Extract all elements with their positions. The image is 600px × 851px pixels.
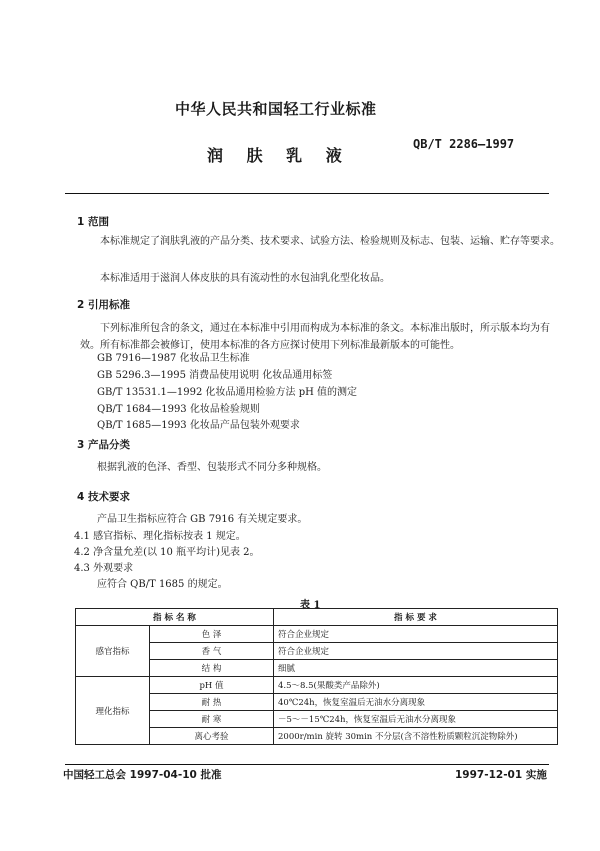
group-physchem: 理化指标: [76, 677, 150, 745]
clause-4-2: 4.2 净含量允差(以 10 瓶平均计)见表 2。: [74, 547, 260, 558]
indicator-name: 香 气: [150, 643, 274, 660]
indicator-requirement: 符合企业规定: [274, 643, 558, 660]
indicator-name: 离心考验: [150, 728, 274, 745]
document-title: 润 肤 乳 液: [207, 146, 351, 165]
indicator-requirement: 2000r/min 旋转 30min 不分层(含不溶性粉质颗粒沉淀物除外): [274, 728, 558, 745]
standard-org-title: 中华人民共和国轻工行业标准: [175, 100, 377, 118]
reference-standard: GB 5296.3—1995 消费品使用说明 化妆品通用标签: [97, 370, 333, 381]
indicator-table: [75, 608, 558, 745]
group-sensory: 感官指标: [76, 626, 150, 677]
indicator-name: 耐 热: [150, 694, 274, 711]
section-2-heading: 2 引用标准: [77, 299, 130, 311]
clause-4-3-body: 应符合 QB/T 1685 的规定。: [97, 579, 228, 590]
header-rule: [65, 193, 549, 194]
section-1-heading: 1 范围: [77, 216, 109, 228]
section-4-heading: 4 技术要求: [77, 491, 130, 503]
section-1-paragraph-2: 本标准适用于滋润人体皮肤的具有流动性的水包油乳化型化妆品。: [100, 273, 390, 284]
indicator-name: 耐 寒: [150, 711, 274, 728]
reference-standard: QB/T 1685—1993 化妆品产品包装外观要求: [97, 420, 300, 431]
table-caption: 表 1: [300, 600, 321, 611]
indicator-requirement: 4.5～8.5(果酸类产品除外): [274, 677, 558, 694]
standard-code: QB/T 2286—1997: [413, 137, 515, 151]
approval-line: 中国轻工总会 1997-04-10 批准: [63, 769, 222, 781]
section-4-paragraph: 产品卫生指标应符合 GB 7916 有关规定要求。: [97, 514, 308, 525]
section-2-paragraph: 下列标准所包含的条文，通过在本标准中引用而构成为本标准的条文。本标准出版时，所示版本均为有效。所有标准都会被修订，使用本标准的各方应探讨使用下列标准最新版本的可能性。: [80, 323, 550, 351]
clause-4-1: 4.1 感官指标、理化指标按表 1 规定。: [74, 531, 246, 542]
reference-standard: QB/T 1684—1993 化妆品检验规则: [97, 404, 260, 415]
implementation-date: 1997-12-01 实施: [455, 769, 547, 781]
header-indicator-requirement: 指 标 要 求: [274, 609, 558, 626]
table-header-row: [76, 609, 558, 626]
indicator-name: 色 泽: [150, 626, 274, 643]
section-3-paragraph: 根据乳液的色泽、香型、包装形式不同分多种规格。: [97, 462, 327, 473]
reference-standard: GB 7916—1987 化妆品卫生标准: [97, 353, 250, 364]
indicator-requirement: －5～－15℃24h，恢复室温后无油水分离现象: [274, 711, 558, 728]
indicator-requirement: 符合企业规定: [274, 626, 558, 643]
table-row: [76, 626, 558, 643]
header-indicator-name: 指 标 名 称: [76, 609, 274, 626]
reference-standard: GB/T 13531.1—1992 化妆品通用检验方法 pH 值的测定: [97, 387, 358, 398]
section-1-paragraph-1: 本标准规定了润肤乳液的产品分类、技术要求、试验方法、检验规则及标志、包装、运输、贮存等要求。: [100, 236, 560, 247]
clause-4-3: 4.3 外观要求: [74, 563, 134, 574]
indicator-name: pH 值: [150, 677, 274, 694]
indicator-requirement: 细腻: [274, 660, 558, 677]
table-row: [76, 677, 558, 694]
footer-rule: [65, 764, 549, 765]
section-3-heading: 3 产品分类: [77, 439, 130, 451]
indicator-name: 结 构: [150, 660, 274, 677]
indicator-requirement: 40℃24h，恢复室温后无油水分离现象: [274, 694, 558, 711]
